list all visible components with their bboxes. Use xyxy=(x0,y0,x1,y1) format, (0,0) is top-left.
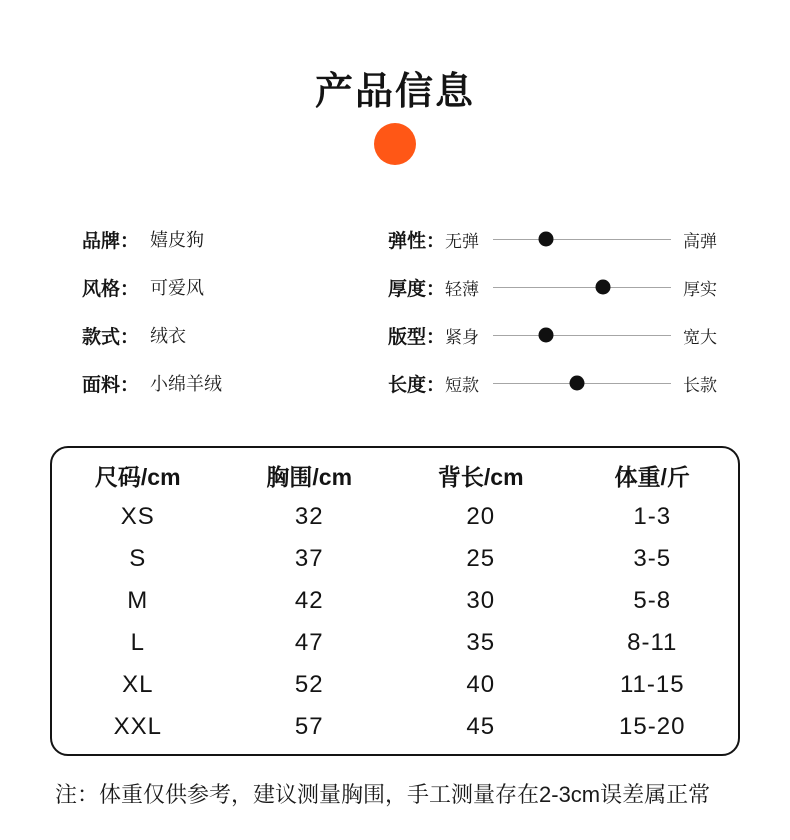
scale-row-thickness xyxy=(388,263,790,311)
scale-list xyxy=(388,215,790,407)
size-col-header: 尺码/cm xyxy=(94,463,181,490)
scale-track xyxy=(493,287,671,288)
size-cell: 1-3 xyxy=(633,503,672,530)
size-row-s xyxy=(52,538,738,580)
accent-dot-icon xyxy=(374,123,416,165)
size-cell: 20 xyxy=(466,503,496,530)
scale-dot-icon xyxy=(539,328,554,343)
scale-track xyxy=(493,239,671,240)
page-header xyxy=(0,0,790,165)
size-cell: 8-11 xyxy=(627,629,678,656)
scale-min-label: 无弹 xyxy=(445,231,480,251)
scale-dot-icon xyxy=(539,232,554,247)
size-cell: 57 xyxy=(294,713,324,740)
attribute-label: 风格： xyxy=(82,278,140,300)
size-cell: 37 xyxy=(294,545,324,572)
scale-max-label: 宽大 xyxy=(683,327,718,347)
size-row-m xyxy=(52,580,738,622)
size-cell: 11-15 xyxy=(619,671,685,698)
size-cell: M xyxy=(127,587,149,614)
size-cell: 3-5 xyxy=(633,545,672,572)
page-title: 产品信息 xyxy=(314,71,475,113)
scale-min-label: 轻薄 xyxy=(445,279,480,299)
scale-max-label: 长款 xyxy=(683,375,718,395)
scale-label: 厚度： xyxy=(388,278,446,300)
size-cell: S xyxy=(129,545,147,572)
attribute-label: 款式： xyxy=(82,326,140,348)
size-cell: 15-20 xyxy=(619,713,686,740)
attribute-value: 嬉皮狗 xyxy=(150,230,204,250)
attribute-row-fabric xyxy=(82,359,388,407)
size-cell: 52 xyxy=(294,671,324,698)
size-col-header: 体重/斤 xyxy=(614,463,690,490)
size-cell: 45 xyxy=(466,713,496,740)
size-col-header: 背长/cm xyxy=(437,463,524,490)
size-row-l xyxy=(52,622,738,664)
scale-label: 弹性： xyxy=(388,230,446,252)
scale-track xyxy=(493,383,671,384)
attribute-value: 小绵羊绒 xyxy=(150,374,222,394)
attribute-value: 绒衣 xyxy=(150,326,186,346)
size-cell: XXL xyxy=(113,713,162,740)
size-table-container xyxy=(50,446,740,756)
scale-label: 长度： xyxy=(388,374,446,396)
scale-dot-icon xyxy=(569,376,584,391)
attribute-label: 品牌： xyxy=(82,230,140,252)
size-cell: 42 xyxy=(294,587,324,614)
scale-max-label: 厚实 xyxy=(683,279,718,299)
scale-row-elasticity xyxy=(388,215,790,263)
size-col-header: 胸围/cm xyxy=(266,463,353,490)
scale-track xyxy=(493,335,671,336)
size-cell: L xyxy=(130,629,145,656)
size-cell: XL xyxy=(122,671,154,698)
attribute-label: 面料： xyxy=(82,374,140,396)
size-cell: 25 xyxy=(466,545,496,572)
size-row-xl xyxy=(52,664,738,706)
size-cell: 35 xyxy=(466,629,496,656)
scale-min-label: 短款 xyxy=(445,375,480,395)
note-text: 注：体重仅供参考，建议测量胸围，手工测量存在2-3cm误差属正常 xyxy=(55,782,711,807)
size-cell: 30 xyxy=(466,587,496,614)
attribute-row-brand xyxy=(82,215,388,263)
attribute-row-style xyxy=(82,263,388,311)
scale-row-length xyxy=(388,359,790,407)
attribute-value: 可爱风 xyxy=(150,278,204,298)
scale-row-fit xyxy=(388,311,790,359)
size-header-row xyxy=(52,454,738,496)
scale-label: 版型： xyxy=(388,326,446,348)
size-cell: 5-8 xyxy=(633,587,672,614)
size-cell: XS xyxy=(120,503,155,530)
size-row-xs xyxy=(52,496,738,538)
scale-max-label: 高弹 xyxy=(683,231,718,251)
scale-min-label: 紧身 xyxy=(445,327,480,347)
product-attributes-section xyxy=(0,215,790,407)
attribute-list xyxy=(82,215,388,407)
scale-dot-icon xyxy=(596,280,611,295)
size-cell: 47 xyxy=(294,629,324,656)
size-cell: 32 xyxy=(294,503,324,530)
size-table xyxy=(52,454,738,748)
size-cell: 40 xyxy=(466,671,496,698)
attribute-row-type xyxy=(82,311,388,359)
size-row-xxl xyxy=(52,706,738,748)
